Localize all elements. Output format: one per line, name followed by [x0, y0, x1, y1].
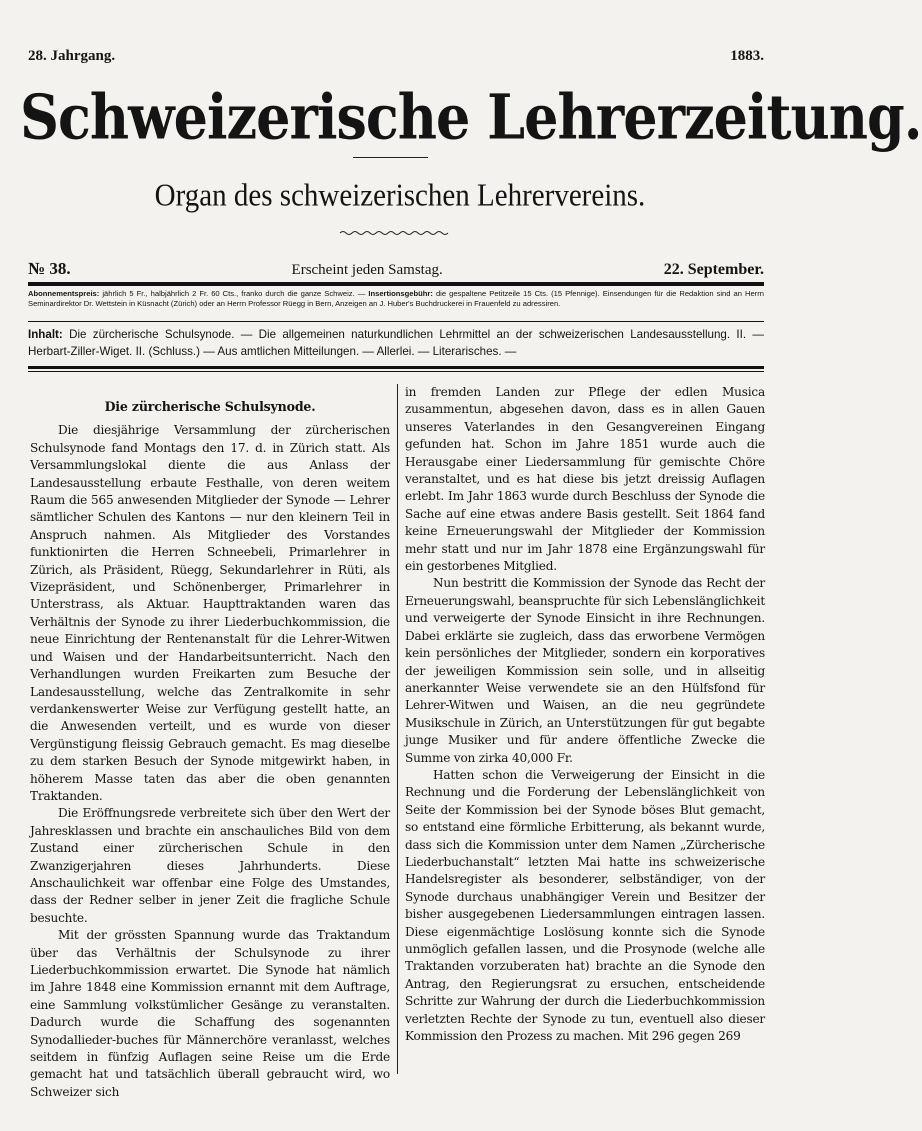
- subscription-price: jährlich 5 Fr., halbjährlich 2 Fr. 60 Cts., franko durch die ganze Schweiz. —: [102, 289, 366, 298]
- rule-mid: [28, 321, 764, 322]
- issue-date: 22. September.: [663, 261, 764, 278]
- submission-info: Einsendungen für die Redaktion sind an Herrn Seminardirektor Dr. Wettstein in Küsnacht (Zürich) oder an Herrn Professor Rüegg in Bern, Anzeigen an J. Huber's Buchdruckerei in Frauenfeld zu adressiren.: [28, 289, 764, 308]
- rule-bottom: [28, 366, 764, 369]
- masthead-title: Schweizerische Lehrerzeitung.: [20, 80, 922, 154]
- article-column-right: [405, 384, 765, 1045]
- top-line: [28, 48, 764, 65]
- article-paragraph: Die Eröffnungsrede verbreitete sich über den Wert der Jahresklassen und brachte ein anschauliches Bild von dem Zustand einer zürcherischen Schule in den Zwanzigerjahren dieses Jahrhunderts. Diese Anschaulichkeit war offenbar eine Folge des Umstandes, dass der Redner selber in jener Zeit die fragliche Schule besuchte.: [30, 806, 390, 925]
- column-divider: [397, 384, 398, 1074]
- article-paragraph: in fremden Landen zur Pflege der edlen Musica zusammentun, abgesehen davon, dass es in allen Gauen unseres Vaterlandes in den Gesangvereinen Eingang gefunden hat. Schon im Jahre 1851 wurde auch die Herausgabe einer Liedersammlung für gemischte Chöre veranstaltet, und es hat diese bis jetzt dreissig Auflagen erlebt. Im Jahr 1863 wurde durch Beschluss der Synode die Sache auf eine etwas andere Basis gestellt. Seit 1864 fand keine Erneuerungswahl der Mitglieder der Kommission mehr statt und nur im Jahr 1878 eine Ergänzungswahl für ein gestorbenes Mitglied.: [405, 385, 765, 574]
- contents-label: Inhalt:: [28, 328, 63, 341]
- subscription-label: Abonnementspreis:: [28, 289, 100, 298]
- table-of-contents: [28, 326, 764, 360]
- year-label: 1883.: [730, 48, 764, 64]
- article-paragraph: Mit der grössten Spannung wurde das Traktandum über das Verhältnis der Schulsynode zu ihrer Liederbuchkommission erwartet. Die Synode hat nämlich im Jahre 1848 eine Kommission ernannt mit dem Auftrage, eine Sammlung volkstümlicher Gesänge zu veranstalten. Dadurch wurde die Schaffung des sogenannten Synodallieder-buches für Männerchöre veranlasst, welches seitdem in fünfzig Auflagen seine Reise um die Erde gemacht hat und tatsächlich überall gebraucht wird, wo Schweizer sich: [30, 928, 390, 1099]
- rule-top-thin: [28, 285, 764, 286]
- subscription-info: [28, 289, 764, 309]
- article-column-left: [30, 384, 390, 1101]
- insertion-label: Insertionsgebühr:: [368, 289, 433, 298]
- volume-label: 28. Jahrgang.: [28, 48, 116, 64]
- article-title: Die zürcherische Schulsynode.: [104, 399, 316, 414]
- article-paragraph: Die diesjährige Versammlung der zürcherischen Schulsynode fand Montags den 17. d. in Zürich statt. Als Versammlungslokal diente die aus Anlass der Landesausstellung erbaute Festhalle, von deren weitem Raum die 565 anwesenden Mitglieder der Synode — Lehrer sämtlicher Schulen des Kantons — nur den kleinern Teil in Anspruch nahmen. Als Mitglieder des Vorstandes funktionirten die Herren Schneebeli, Primarlehrer in Zürich, als Präsident, Rüegg, Sekundarlehrer in Rüti, als Vizepräsident, und Schönenberger, Primarlehrer in Unterstrass, als Aktuar. Haupttraktanden waren das Verhältnis der Synode zu ihrer Liederbuchkommission, die neue Einrichtung der Rentenanstalt für die Lehrer-Witwen und Waisen und der Handarbeitsunterricht. Nach den Verhandlungen wurden Freikarten zum Besuche der Landesausstellung, welche das Zentralkomite in sehr verdankenswerter Weise zur Verfügung gestellt hatte, an die Anwesenden verteilt, und es wurde von dieser Vergünstigung fleissig Gebrauch gemacht. Es mag dieselbe zu dem starken Besuch der Synode mitgewirkt haben, in höherem Masse taten das aber die oben genannten Traktanden.: [30, 423, 390, 803]
- contents-text: Die zürcherische Schulsynode. — Die allgemeinen naturkundlichen Lehrmittel an der schweizerischen Landesausstellung. II. — Herbart-Ziller-Wiget. II. (Schluss.) — Aus amtlichen Mitteilungen. — Allerlei. — Literarisches. —: [28, 328, 764, 358]
- insertion-fee: die gespaltene Petitzeile 15 Cts. (15 Pfennige).: [435, 289, 600, 298]
- publication-frequency: Erscheint jeden Samstag.: [291, 262, 443, 278]
- ornament-divider: [340, 229, 450, 237]
- rule-bottom-thin: [28, 371, 764, 372]
- article-paragraph: Hatten schon die Verweigerung der Einsicht in die Rechnung und die Forderung der Lebenslänglichkeit von Seite der Kommission bei der Synode böses Blut gemacht, so entstand eine förmliche Erbitterung, als bekannt wurde, dass sich die Kommission unter dem Namen „Zürcherische Liederbuchanstalt“ letzten Mai hatte ins schweizerische Handelsregister als besonderer, selbständiger, von der Synode durchaus unabhängiger Verein und Besitzer der bisher ausgegebenen Liedersammlungen eintragen lassen. Diese eigenmächtige Loslösung konnte sich die Synode unmöglich gefallen lassen, und die Prosynode (welche alle Traktanden vorzuberaten hat) brachte an die Synode den Antrag, den Regierungsrat zu ersuchen, entscheidende Schritte zur Wahrung der durch die Liederbuchkommission verletzten Rechte der Synode zu tun, eventuell also dieser Kommission den Prozess zu machen. Mit 296 gegen 269: [405, 767, 765, 1044]
- issue-line: [28, 259, 764, 279]
- issue-number: № 38.: [28, 259, 71, 278]
- masthead-divider: [353, 157, 428, 158]
- article-paragraph: Nun bestritt die Kommission der Synode das Recht der Erneuerungswahl, beanspruchte für sich Lebenslänglichkeit und verweigerte der Synode Einsicht in ihre Rechnungen. Dabei erklärte sie zugleich, dass das erworbene Vermögen kein persönliches der Mitglieder, sondern ein korporatives der jeweiligen Kommission sein solle, und in allseitig anerkannter Weise verwendete sie an den Hülfsfond für Lehrer-Witwen und Waisen, an die neu gegründete Musikschule in Zürich, an Unterstützungen für gut begabte junge Musiker und für andere öffentliche Zwecke die Summe von zirka 40,000 Fr.: [405, 576, 765, 765]
- masthead-subtitle: Organ des schweizerischen Lehrervereins.: [154, 178, 646, 214]
